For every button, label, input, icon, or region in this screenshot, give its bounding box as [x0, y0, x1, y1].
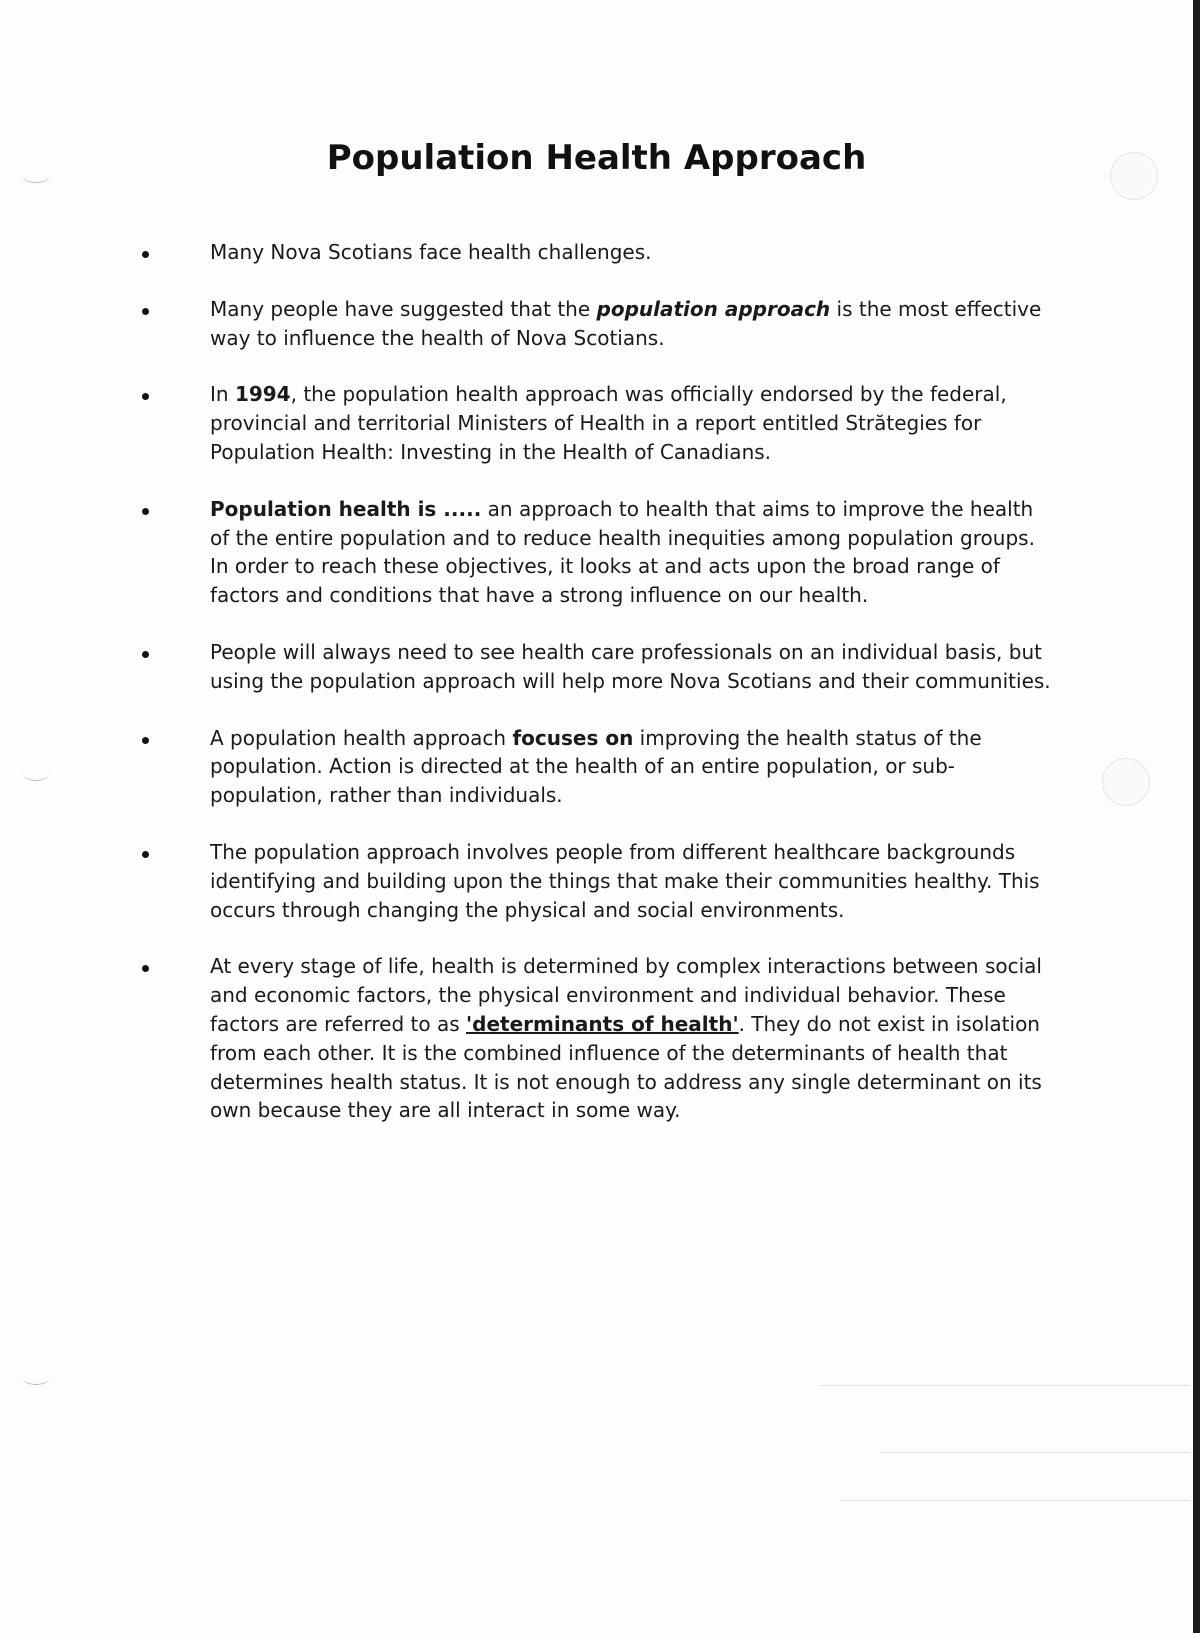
- list-item-text: , the population health approach was officially endorsed by the federal, provincial and territorial Ministers of Health in a report entitled Strătegies for Population Health: Investing in the Health of Canadians.: [210, 382, 1007, 464]
- list-item: [0, 724, 1193, 810]
- list-item-text: . They do not exist in isolation from each other. It is the combined influence of the determinants of health that determines health status. It is not enough to address any single determinant on its own because they are all interact in some way.: [210, 1011, 1042, 1123]
- scan-edge: [1193, 0, 1200, 1633]
- emphasized-term: 'determinants of health': [466, 1011, 739, 1036]
- list-item-text: People will always need to see health care professionals on an individual basis, but using the population approach will help more Nova Scotians and their communities.: [210, 639, 1051, 693]
- list-item: [0, 638, 1193, 696]
- list-item-text: A population health approach: [210, 725, 513, 750]
- list-item-text: is the most effective way to influence the health of Nova Scotians.: [210, 296, 1042, 350]
- bullet-list: [0, 238, 1193, 1153]
- bullet-dot: [142, 251, 149, 258]
- list-item: [0, 380, 1193, 466]
- list-item-text: Many people have suggested that the: [210, 296, 597, 321]
- scan-artifact: [820, 1385, 1190, 1386]
- list-item-text: The population approach involves people from different healthcare backgrounds identifying and building upon the things that make their communities healthy. This occurs through changing the physical and social environments.: [210, 839, 1040, 922]
- scan-artifact: [840, 1500, 1190, 1501]
- page-title: Population Health Approach: [326, 138, 867, 178]
- scan-artifact: [880, 1452, 1190, 1453]
- scan-mark: [22, 1370, 50, 1385]
- bullet-dot: [142, 965, 149, 972]
- list-item: [0, 838, 1193, 924]
- emphasized-term: focuses on: [512, 725, 634, 750]
- list-item-text: improving the health status of the population. Action is directed at the health of an entire population, or sub-population, rather than individuals.: [210, 725, 982, 808]
- bullet-dot: [142, 508, 149, 515]
- emphasized-term: Population health is .....: [210, 496, 482, 521]
- bullet-dot: [142, 651, 149, 658]
- bullet-dot: [142, 737, 149, 744]
- list-item: [0, 952, 1193, 1125]
- bullet-dot: [142, 851, 149, 858]
- list-item: [0, 495, 1193, 610]
- emphasized-term: population approach: [596, 296, 831, 321]
- list-item-text: an approach to health that aims to improve the health of the entire population and to reduce health inequities among population groups. In order to reach these objectives, it looks at and acts upon the broad range of factors and conditions that have a strong influence on our health.: [210, 496, 1035, 608]
- bullet-dot: [142, 308, 149, 315]
- list-item-text: Many Nova Scotians face health challenges.: [210, 240, 652, 264]
- emphasized-year: 1994: [234, 382, 291, 407]
- list-item-text: At every stage of life, health is determined by complex interactions between social and economic factors, the physical environment and individual behavior. These factors are referred to as: [210, 954, 1042, 1036]
- list-item: [0, 238, 1193, 267]
- bullet-dot: [142, 393, 149, 400]
- list-item-text: In: [210, 382, 235, 407]
- list-item: [0, 295, 1193, 353]
